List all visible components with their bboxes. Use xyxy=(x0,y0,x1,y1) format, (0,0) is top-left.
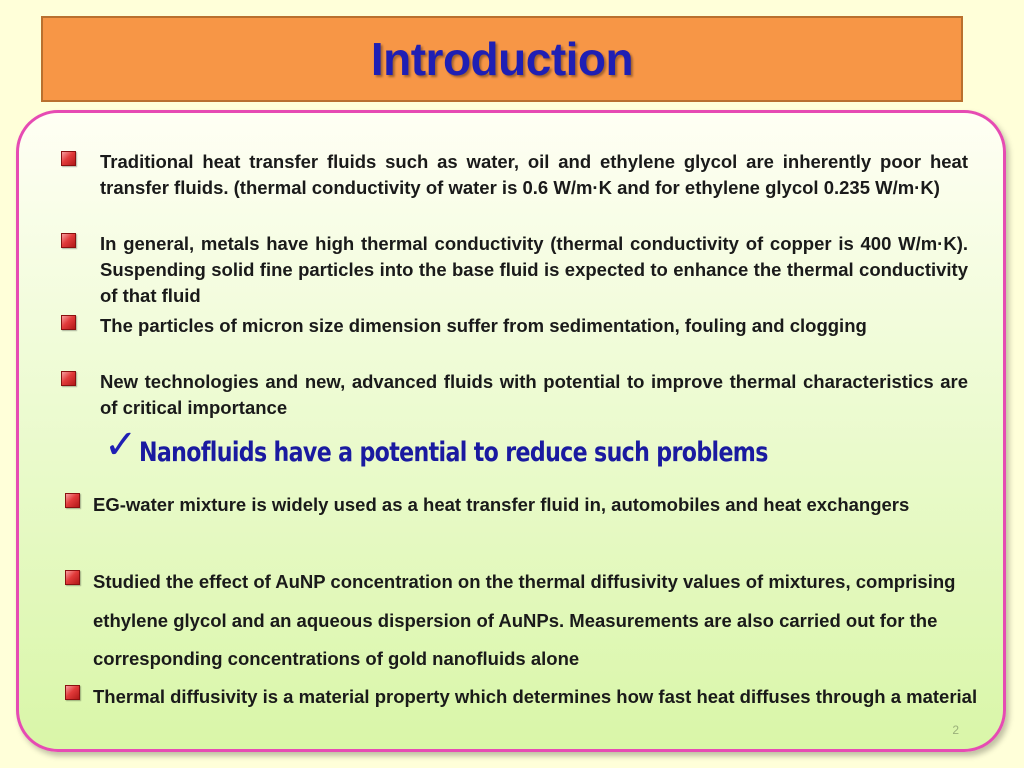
content-box xyxy=(16,110,1006,752)
page-number: 2 xyxy=(952,723,959,737)
bullet-text: Traditional heat transfer fluids such as water, oil and ethylene glycol are inherently poor heat transfer fluids. (thermal conductivity of water is 0.6 W/m·K and for ethylene glycol 0.235 W/m·K) xyxy=(100,151,968,198)
bullet-text: Studied the effect of AuNP concentration on the thermal diffusivity values of mixtures, comprising ethylene glycol and an aqueous dispersion of AuNPs. Measurements are also carried out for the corresponding concentrations of gold nanofluids alone xyxy=(93,571,956,669)
slide-title: Introduction xyxy=(370,33,634,85)
highlight-statement: Nanofluids have a potential to reduce such problems xyxy=(139,437,768,468)
bullet-square-icon xyxy=(61,315,76,330)
checkmark-icon: ✓ xyxy=(104,422,138,468)
bullet-text: In general, metals have high thermal conductivity (thermal conductivity of copper is 400 W/m·K). Suspending solid fine particles into the base fluid is expected to enhance the thermal conductivity of that fluid xyxy=(100,233,968,306)
bullet-text: EG-water mixture is widely used as a heat transfer fluid in, automobiles and heat exchangers xyxy=(93,494,910,515)
title-bar xyxy=(41,16,963,102)
bullet-square-icon xyxy=(65,570,80,585)
bullet-text: Thermal diffusivity is a material property which determines how fast heat diffuses through a material xyxy=(93,686,978,707)
bullet-text: New technologies and new, advanced fluids with potential to improve thermal characteristics are of critical importance xyxy=(100,371,968,418)
bullet-square-icon xyxy=(65,685,80,700)
bullet-square-icon xyxy=(65,493,80,508)
bullet-text: The particles of micron size dimension suffer from sedimentation, fouling and clogging xyxy=(100,315,867,336)
bullet-square-icon xyxy=(61,233,76,248)
bullet-square-icon xyxy=(61,151,76,166)
bullet-square-icon xyxy=(61,371,76,386)
